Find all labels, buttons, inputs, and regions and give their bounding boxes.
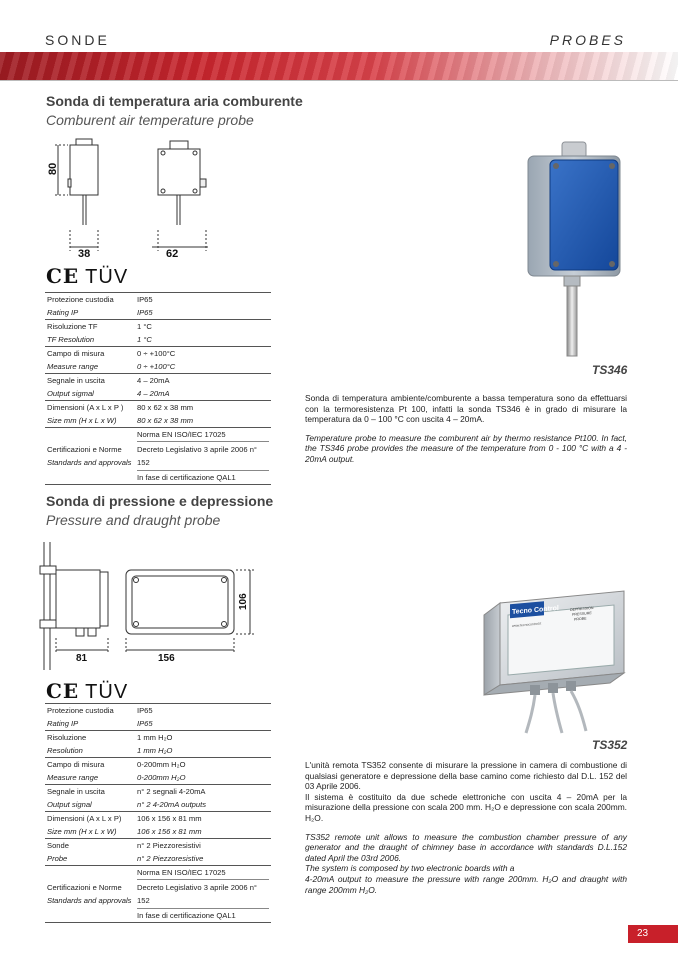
tuv-mark: TÜV — [85, 681, 129, 703]
section2-certification-marks — [46, 679, 128, 704]
spec-label: Campo di misura — [47, 349, 105, 358]
spec-value: n° 2 segnali 4-20mA — [137, 787, 206, 796]
dim-height-label: 80 — [47, 162, 59, 175]
spec-value: 80 x 62 x 38 mm — [135, 414, 271, 428]
dim-width-label: 156 — [158, 653, 175, 664]
cert-line: Decreto Legislativo 3 aprile 2006 n° 152 — [137, 880, 269, 909]
header-section-it: SONDE — [45, 32, 110, 48]
decorative-red-band — [0, 52, 678, 80]
spec-label: Rating IP — [45, 306, 135, 320]
ts346-photo-caption: TS346 — [592, 363, 628, 377]
cert-label-it: Certificazioni e Norme — [47, 883, 122, 892]
spec-label: Segnale in uscita — [47, 787, 105, 796]
spec-label: Sonde — [47, 841, 69, 850]
ts352-description — [305, 760, 627, 903]
spec-label: Probe — [45, 852, 135, 866]
ts346-product-photo — [520, 140, 630, 365]
spec-label: Dimensioni (A x L x P ) — [47, 403, 124, 412]
spec-label: Measure range — [45, 771, 135, 785]
device-brand-text: Tecno Control — [512, 604, 559, 617]
section1-title: Sonda di temperatura aria comburente — [46, 93, 303, 109]
ts346-technical-drawing — [40, 135, 270, 260]
spec-value: n° 2 4-20mA outputs — [135, 798, 271, 812]
spec-label: Output signal — [45, 798, 135, 812]
section2-subtitle: Pressure and draught probe — [46, 512, 221, 528]
spec-label: Campo di misura — [47, 760, 105, 769]
spec-value: IP65 — [135, 293, 271, 307]
cert-line: In fase di certificazione QAL1 — [137, 473, 236, 482]
ts352-description-en-1: TS352 remote unit allows to measure the combustion chamber pressure of any generator and the draught of chimney base in accordance with standards D.L.152 dated April the 03rd 2006. — [305, 831, 627, 863]
cert-label-en: Standards and approvals — [47, 458, 132, 467]
ce-mark: CE — [46, 264, 80, 288]
spec-value: 1 mm H₂O — [135, 744, 271, 758]
dim-width-label: 38 — [78, 248, 91, 260]
dim-depth-label: 62 — [166, 248, 179, 260]
ts352-description-en-2: The system is composed by two electronic boards with a — [305, 863, 515, 874]
ts346-description-en: Temperature probe to measure the comburent air by thermo resistance Pt100. In fact, the TS346 probe provides the measure of the temperature from 0 - 100 °C with a 4 - 20mA output. — [305, 432, 627, 464]
cert-values-cell — [135, 866, 271, 923]
header-section-en: PROBES — [549, 32, 626, 48]
dim-height-label: 106 — [238, 593, 249, 610]
cert-label-cell — [45, 866, 135, 923]
spec-label: Segnale in uscita — [47, 376, 105, 385]
tuv-mark: TÜV — [85, 266, 129, 288]
section2-title: Sonda di pressione e depressione — [46, 493, 274, 509]
spec-label: Resolution — [45, 744, 135, 758]
cert-line: Decreto Legislativo 3 aprile 2006 n° 152 — [137, 442, 269, 471]
spec-value: 0 ÷ +100°C — [137, 349, 176, 358]
cert-line: Norma EN ISO/IEC 17025 — [137, 866, 269, 880]
spec-label: Risoluzione — [47, 733, 87, 742]
section1-spec-table — [45, 292, 271, 485]
cert-line: Norma EN ISO/IEC 17025 — [137, 428, 269, 442]
spec-value: IP65 — [135, 717, 271, 731]
cert-values-cell — [135, 428, 271, 485]
spec-label: TF Resolution — [45, 333, 135, 347]
device-label-web: www.tecnocontrol.it — [512, 621, 542, 629]
band-divider — [0, 80, 678, 81]
spec-label: Protezione custodia — [45, 293, 135, 307]
ts352-description-en-3: 4-20mA output to measure the pressure with range 200mm. H₂O and draught with range 200mm H₂O. — [305, 873, 627, 895]
ce-mark: CE — [46, 679, 80, 703]
spec-value: 1 °C — [135, 333, 271, 347]
spec-value: IP65 — [135, 704, 271, 718]
spec-value: 106 x 156 x 81 mm — [137, 814, 202, 823]
spec-label: Rating IP — [45, 717, 135, 731]
spec-value: 0-200mm H₂O — [135, 771, 271, 785]
spec-label: Size mm (H x L x W) — [45, 825, 135, 839]
spec-value: 4 – 20mA — [137, 376, 170, 385]
spec-value: n° 2 Piezzoresistivi — [137, 841, 201, 850]
spec-value: 0 ÷ +100°C — [135, 360, 271, 374]
page-number: 23 — [628, 925, 678, 943]
spec-label: Size mm (H x L x W) — [45, 414, 135, 428]
ts352-product-photo — [478, 585, 630, 735]
spec-label: Dimensioni (A x L x P) — [47, 814, 122, 823]
cert-label-it: Certificazioni e Norme — [47, 445, 122, 454]
device-label-line3: PROBE — [574, 616, 587, 622]
ts352-description-it-1: L'unità remota TS352 consente di misurare la pressione in camera di combustione di qualsiasi generatore e depressione della base camino come richiesto dal D.L. 152 del 03 Aprile 2006. — [305, 760, 627, 792]
ts352-description-it-2: Il sistema è costituito da due schede elettroniche con uscita 4 – 20mA per la misurazione della pressione con scala 200 mm. H₂O e depressione con scala 200mm. H₂O. — [305, 791, 627, 823]
ts352-technical-drawing — [36, 540, 276, 675]
cert-label-en: Standards and approvals — [47, 896, 132, 905]
spec-label: Output sigmal — [45, 387, 135, 401]
section1-certification-marks — [46, 264, 128, 289]
spec-value: IP65 — [135, 306, 271, 320]
ts346-description-it: Sonda di temperatura ambiente/comburente a bassa temperatura sono da effettuarsi con la termoresistenza Pt 100, infatti la sonda TS346 è in grado di misurare la temperatura da 0 – 100 °C con uscita 4 – 20mA. — [305, 393, 627, 425]
spec-value: 106 x 156 x 81 mm — [135, 825, 271, 839]
device-label-line2: PRESSURE — [572, 611, 592, 617]
spec-value: 1 °C — [137, 322, 152, 331]
ts352-photo-caption: TS352 — [592, 738, 628, 752]
cert-line: In fase di certificazione QAL1 — [137, 911, 236, 920]
section1-subtitle: Comburent air temperature probe — [46, 112, 254, 128]
spec-label: Measure range — [45, 360, 135, 374]
section2-spec-table — [45, 703, 271, 923]
dim-depth-label: 81 — [76, 653, 88, 664]
spec-value: 1 mm H₂O — [137, 733, 173, 742]
spec-value: 80 x 62 x 38 mm — [137, 403, 194, 412]
spec-value: 0-200mm H₂O — [137, 760, 186, 769]
spec-label: Protezione custodia — [45, 704, 135, 718]
ts346-description — [305, 393, 627, 473]
spec-value: n° 2 Piezzoresistive — [135, 852, 271, 866]
cert-label-cell — [45, 428, 135, 485]
spec-label: Risoluzione TF — [47, 322, 98, 331]
device-label-line1: DEPRESSION — [570, 605, 594, 612]
spec-value: 4 – 20mA — [135, 387, 271, 401]
